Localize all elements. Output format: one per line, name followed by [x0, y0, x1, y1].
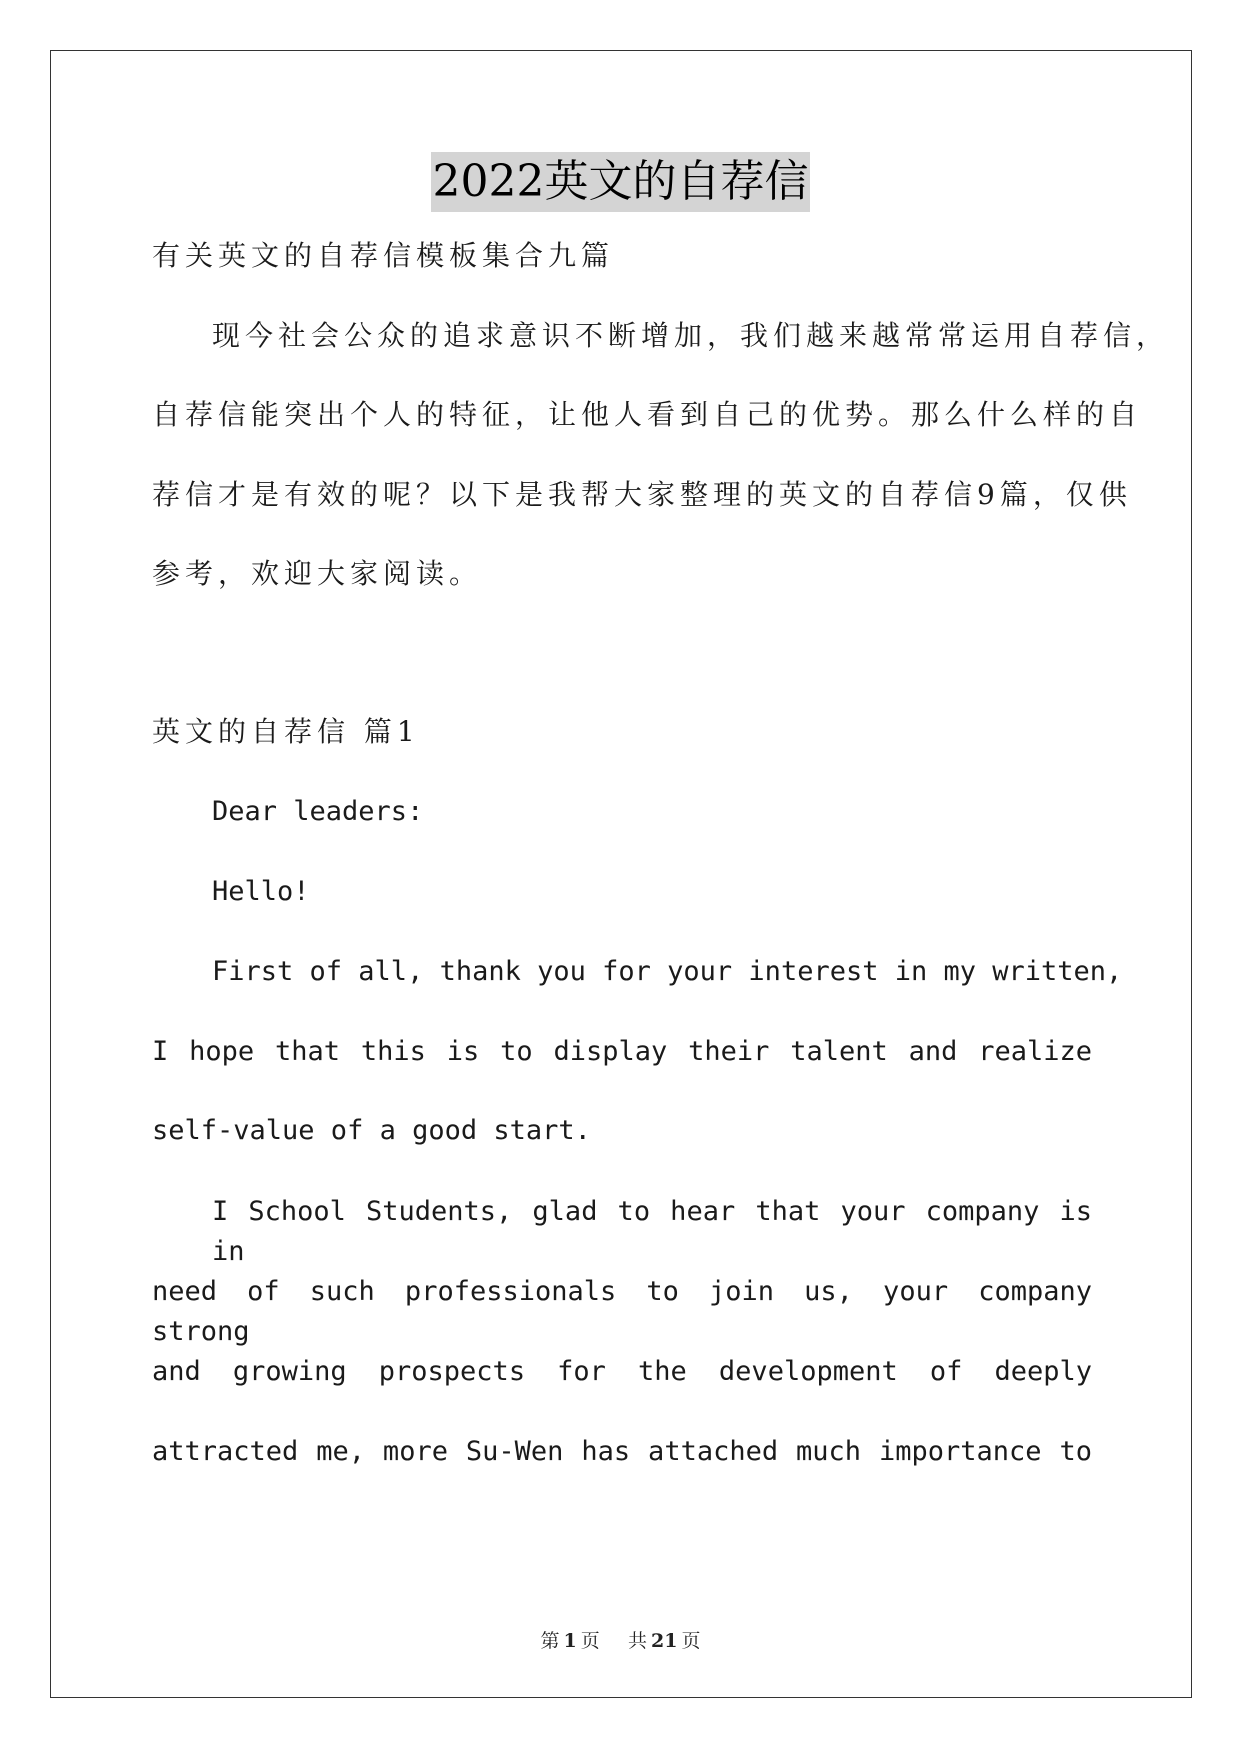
letter-line-5: self-value of a good start. [152, 1115, 591, 1146]
page-footer [0, 1628, 1241, 1654]
intro-line-4: 参考，欢迎大家阅读。 [152, 557, 483, 590]
document-title: 2022英文的自荐信 [431, 152, 811, 212]
letter-line-6: I School Students, glad to hear that your company is in [212, 1196, 1092, 1267]
intro-line-1: 现今社会公众的追求意识不断增加，我们越来越常常运用自荐信， [212, 319, 1170, 352]
letter-line-4: I hope that this is to display their talent and realize [152, 1036, 1092, 1067]
letter-salutation: Dear leaders: [212, 796, 424, 827]
total-suffix: 页 [681, 1630, 701, 1652]
document-subtitle: 有关英文的自荐信模板集合九篇 [152, 239, 615, 272]
letter-line-9: attracted me, more Su-Wen has attached much importance to [152, 1436, 1092, 1467]
letter-line-3: First of all, thank you for your interest in my written, [212, 956, 1123, 987]
section-heading: 英文的自荐信 篇1 [152, 715, 420, 748]
letter-greeting: Hello! [212, 876, 310, 907]
title-container [0, 152, 1241, 212]
total-prefix: 共 [627, 1630, 647, 1652]
total-pages: 21 [650, 1630, 678, 1652]
letter-line-8: and growing prospects for the development of deeply [152, 1356, 1092, 1387]
page-number: 1 [563, 1630, 577, 1652]
letter-line-7: need of such professionals to join us, your company strong [152, 1276, 1092, 1347]
page-label-prefix: 第 [540, 1630, 560, 1652]
intro-line-3: 荐信才是有效的呢？以下是我帮大家整理的英文的自荐信9篇，仅供 [152, 478, 1132, 511]
intro-line-2: 自荐信能突出个人的特征，让他人看到自己的优势。那么什么样的自 [152, 398, 1143, 431]
page-label-suffix: 页 [580, 1630, 600, 1652]
